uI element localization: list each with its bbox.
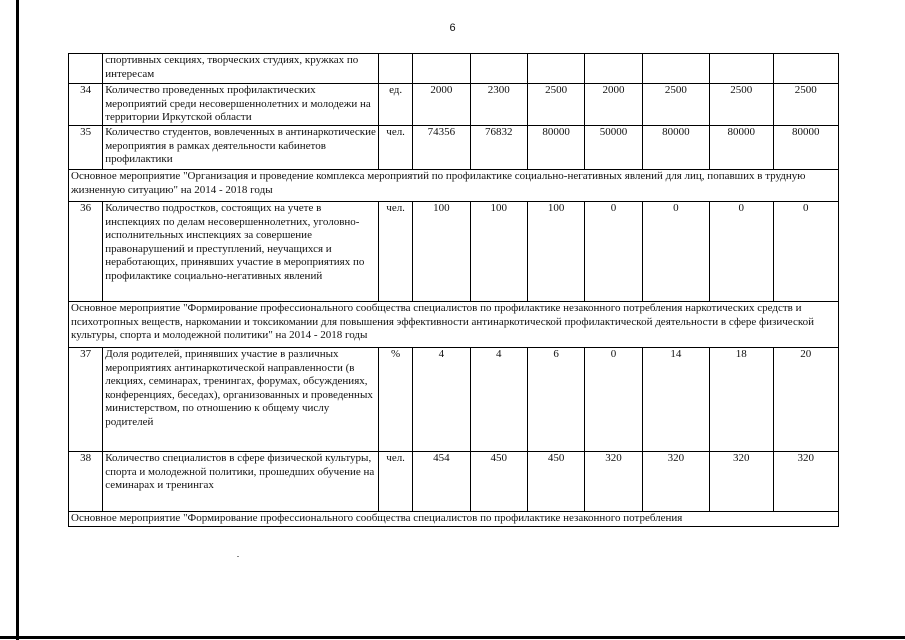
value-cell: 2000 <box>413 84 470 126</box>
section-heading: Основное мероприятие "Формирование профессионального сообщества специалистов по профилактике незаконного потребления <box>69 512 839 527</box>
value-cell: 0 <box>585 348 642 452</box>
unit-cell <box>379 54 413 84</box>
value-cell: 20 <box>773 348 839 452</box>
scan-left-edge <box>16 0 19 640</box>
value-cell: 100 <box>527 202 584 302</box>
indicator-description: Количество подростков, состоящих на учете в инспекциях по делам несовершеннолетних, уголовно-исполнительных инспекциях за совершение правонарушений и преступлений, неучащихся и неработающих, принявших участие в мероприятиях по профилактике социально-негативных явлений <box>103 202 379 302</box>
row-number: 37 <box>69 348 103 452</box>
value-cell: 0 <box>585 202 642 302</box>
table-row <box>69 452 839 512</box>
scan-speck <box>237 556 239 557</box>
table-row <box>69 126 839 170</box>
row-number: 36 <box>69 202 103 302</box>
section-row <box>69 302 839 348</box>
unit-cell: % <box>379 348 413 452</box>
table-row <box>69 84 839 126</box>
value-cell: 2500 <box>773 84 839 126</box>
value-cell: 18 <box>710 348 773 452</box>
value-cell: 100 <box>413 202 470 302</box>
value-cell <box>773 54 839 84</box>
value-cell: 74356 <box>413 126 470 170</box>
value-cell: 450 <box>527 452 584 512</box>
value-cell: 2000 <box>585 84 642 126</box>
section-row <box>69 170 839 202</box>
value-cell <box>642 54 709 84</box>
value-cell: 14 <box>642 348 709 452</box>
page-number: 6 <box>449 22 456 34</box>
row-number <box>69 54 103 84</box>
unit-cell: чел. <box>379 202 413 302</box>
value-cell: 100 <box>470 202 527 302</box>
scan-bottom-edge <box>0 636 905 639</box>
section-row <box>69 512 839 527</box>
value-cell: 2500 <box>642 84 709 126</box>
section-heading: Основное мероприятие "Формирование профессионального сообщества специалистов по профилактике незаконного потребления наркотических средств и психотропных веществ, наркомании и токсикомании для повышения эффективности антинаркотической профилактической деятельности в сфере физической культуры, спорта и молодежной политики" на 2014 - 2018 годы <box>69 302 839 348</box>
value-cell: 320 <box>585 452 642 512</box>
value-cell: 320 <box>710 452 773 512</box>
row-number: 38 <box>69 452 103 512</box>
value-cell <box>413 54 470 84</box>
indicator-description: Доля родителей, принявших участие в различных мероприятиях антинаркотической направленности (в лекциях, семинарах, тренингах, форумах, обсуждениях, конференциях, беседах), организованных и проведенных министерством, по отношению к общему числу родителей <box>103 348 379 452</box>
value-cell <box>585 54 642 84</box>
value-cell: 0 <box>642 202 709 302</box>
table-row <box>69 54 839 84</box>
value-cell: 4 <box>470 348 527 452</box>
row-number: 34 <box>69 84 103 126</box>
value-cell <box>470 54 527 84</box>
section-heading: Основное мероприятие "Организация и проведение комплекса мероприятий по профилактике социально-негативных явлений для лиц, попавших в трудную жизненную ситуацию" на 2014 - 2018 годы <box>69 170 839 202</box>
table-row <box>69 202 839 302</box>
value-cell: 80000 <box>527 126 584 170</box>
indicator-description: Количество специалистов в сфере физической культуры, спорта и молодежной политики, прошедших обучение на семинарах и тренингах <box>103 452 379 512</box>
value-cell: 6 <box>527 348 584 452</box>
indicator-description: спортивных секциях, творческих студиях, кружках по интересам <box>103 54 379 84</box>
table-row <box>69 348 839 452</box>
value-cell: 454 <box>413 452 470 512</box>
value-cell: 2500 <box>527 84 584 126</box>
value-cell: 80000 <box>773 126 839 170</box>
value-cell: 450 <box>470 452 527 512</box>
value-cell <box>527 54 584 84</box>
value-cell: 320 <box>642 452 709 512</box>
unit-cell: чел. <box>379 452 413 512</box>
unit-cell: ед. <box>379 84 413 126</box>
value-cell: 2300 <box>470 84 527 126</box>
value-cell: 76832 <box>470 126 527 170</box>
value-cell: 80000 <box>642 126 709 170</box>
indicator-description: Количество студентов, вовлеченных в антинаркотические мероприятия в рамках деятельности кабинетов профилактики <box>103 126 379 170</box>
unit-cell: чел. <box>379 126 413 170</box>
value-cell: 320 <box>773 452 839 512</box>
value-cell: 0 <box>773 202 839 302</box>
value-cell: 50000 <box>585 126 642 170</box>
value-cell: 80000 <box>710 126 773 170</box>
row-number: 35 <box>69 126 103 170</box>
value-cell: 2500 <box>710 84 773 126</box>
value-cell: 4 <box>413 348 470 452</box>
value-cell: 0 <box>710 202 773 302</box>
indicators-table <box>68 53 839 527</box>
value-cell <box>710 54 773 84</box>
indicator-description: Количество проведенных профилактических мероприятий среди несовершеннолетних и молодежи на территории Иркутской области <box>103 84 379 126</box>
